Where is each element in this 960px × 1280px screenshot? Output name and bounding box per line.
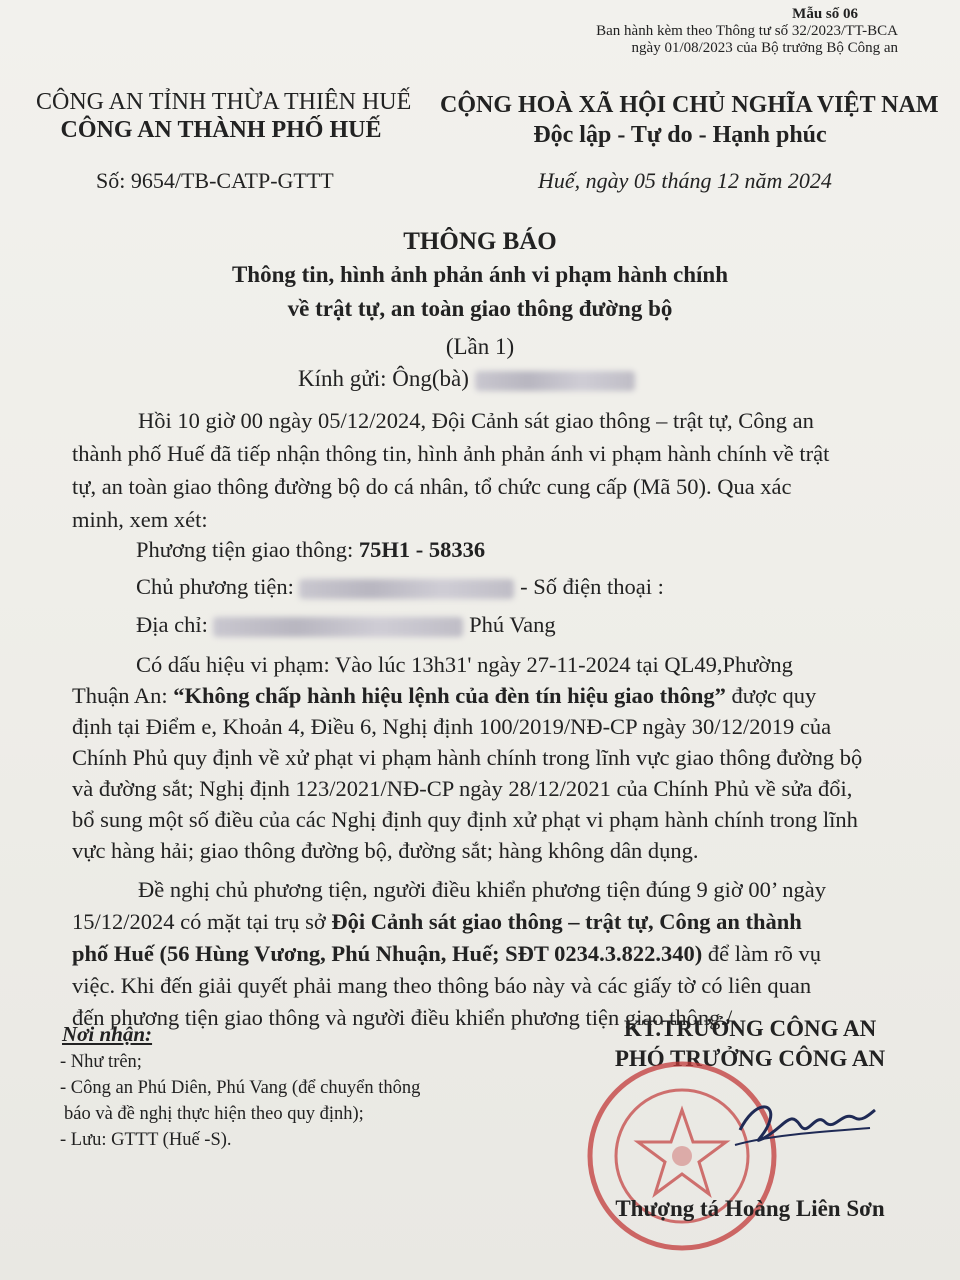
request-line-1: Đề nghị chủ phương tiện, người điều khiển phương tiện đúng 9 giờ 00’ ngày [138, 877, 827, 902]
violation-location: Thuận An: [72, 683, 168, 708]
recipient-line [298, 366, 635, 392]
signer-title-1: KT.TRƯỞNG CÔNG AN [623, 1016, 877, 1041]
request-line-2 [72, 905, 802, 938]
document-subtitle-2: về trật tự, an toàn giao thông đường bộ [287, 296, 673, 321]
vehicle-plate: 75H1 - 58336 [358, 537, 486, 562]
signature-scribble-icon [730, 1090, 880, 1160]
redacted-address [213, 617, 463, 637]
recipient-item: - Như trên; [60, 1052, 142, 1072]
agency-name: CÔNG AN THÀNH PHỐ HUẾ [60, 117, 382, 143]
violation-line-2 [72, 679, 816, 712]
redacted-owner-name [299, 579, 514, 599]
vehicle-line [136, 533, 485, 566]
form-number: Mẫu số 06 [792, 6, 858, 22]
recipient-item: báo và đề nghị thực hiện theo quy định); [64, 1104, 364, 1124]
violation-line-3: định tại Điểm e, Khoản 4, Điều 6, Nghị định 100/2019/NĐ-CP ngày 30/12/2019 của [72, 714, 832, 739]
vehicle-label: Phương tiện giao thông: [136, 537, 354, 562]
nation-motto: Độc lập - Tự do - Hạnh phúc [533, 122, 827, 148]
request-line-5: đến phương tiện giao thông và người điều khiển phương tiện giao thông./. [72, 1005, 738, 1030]
violation-line-7: vực hàng hải; giao thông đường bộ, đường sắt; hàng không dân dụng. [72, 838, 699, 863]
form-note-line-1: Ban hành kèm theo Thông tư số 32/2023/TT-BCA [596, 23, 898, 39]
request-line-4: việc. Khi đến giải quyết phải mang theo thông báo này và các giấy tờ có liên quan [72, 973, 812, 998]
violation-offense: “Không chấp hành hiệu lệnh của đèn tín hiệu giao thông” [173, 683, 726, 708]
violation-line-6: bổ sung một số điều của các Nghị định quy định xử phạt vi phạm hành chính trong lĩnh [72, 807, 858, 832]
signer-title-2: PHÓ TRƯỞNG CÔNG AN [614, 1046, 886, 1071]
violation-line-4: Chính Phủ quy định về xử phạt vi phạm hành chính trong lĩnh vực giao thông đường bộ [72, 745, 863, 770]
intro-line-2: thành phố Huế đã tiếp nhận thông tin, hình ảnh phản ánh vi phạm hành chính về trật [72, 441, 830, 466]
intro-line-1: Hồi 10 giờ 00 ngày 05/12/2024, Đội Cảnh sát giao thông – trật tự, Công an [138, 408, 814, 433]
owner-label: Chủ phương tiện: [136, 574, 294, 599]
agency-header [36, 88, 412, 144]
redacted-recipient [475, 371, 635, 391]
signer-name: Thượng tá Hoàng Liên Sơn [615, 1196, 885, 1221]
violation-continued: được quy [731, 683, 817, 708]
agency-parent: CÔNG AN TỈNH THỪA THIÊN HUẾ [36, 89, 412, 115]
violation-line-1: Có dấu hiệu vi phạm: Vào lúc 13h31' ngày 27-11-2024 tại QL49,Phường [136, 652, 793, 677]
form-note-line-2: ngày 01/08/2023 của Bộ trưởng Bộ Công an [631, 40, 898, 56]
request-date: 15/12/2024 có mặt tại trụ sở [72, 909, 326, 934]
recipient-item: - Lưu: GTTT (Huế -S). [60, 1130, 232, 1150]
notice-round: (Lần 1) [445, 334, 515, 359]
document-title: THÔNG BÁO [403, 228, 557, 255]
document-number: Số: 9654/TB-CATP-GTTT [96, 168, 334, 193]
form-note [596, 6, 898, 57]
intro-line-4: minh, xem xét: [72, 507, 208, 532]
nation-name: CỘNG HOÀ XÃ HỘI CHỦ NGHĨA VIỆT NAM [440, 92, 939, 118]
owner-line [136, 570, 664, 603]
place-date: Huế, ngày 05 tháng 12 năm 2024 [538, 168, 832, 193]
request-line-3 [72, 937, 821, 970]
recipients-title: Nơi nhận: [62, 1022, 153, 1046]
violation-line-5: và đường sắt; Nghị định 123/2021/NĐ-CP ngày 28/12/2021 của Chính Phủ về sửa đổi, [72, 776, 853, 801]
intro-line-3: tự, an toàn giao thông đường bộ do cá nhân, tổ chức cung cấp (Mã 50). Qua xác [72, 474, 792, 499]
owner-phone-label: - Số điện thoại : [520, 574, 664, 599]
document-subtitle-1: Thông tin, hình ảnh phản ánh vi phạm hành chính [231, 262, 729, 287]
address-line [136, 608, 556, 641]
recipient-item: - Công an Phú Diên, Phú Vang (để chuyển thông [60, 1078, 421, 1098]
request-address: phố Huế (56 Hùng Vương, Phú Nhuận, Huế; SĐT 0234.3.822.340) [72, 941, 703, 966]
nation-header [440, 90, 939, 150]
request-purpose: để làm rõ vụ [707, 941, 821, 966]
recipient-label: Kính gửi: Ông(bà) [298, 366, 469, 391]
address-label: Địa chỉ: [136, 612, 208, 637]
address-district: Phú Vang [469, 612, 556, 637]
request-office: Đội Cảnh sát giao thông – trật tự, Công an thành [331, 909, 802, 934]
